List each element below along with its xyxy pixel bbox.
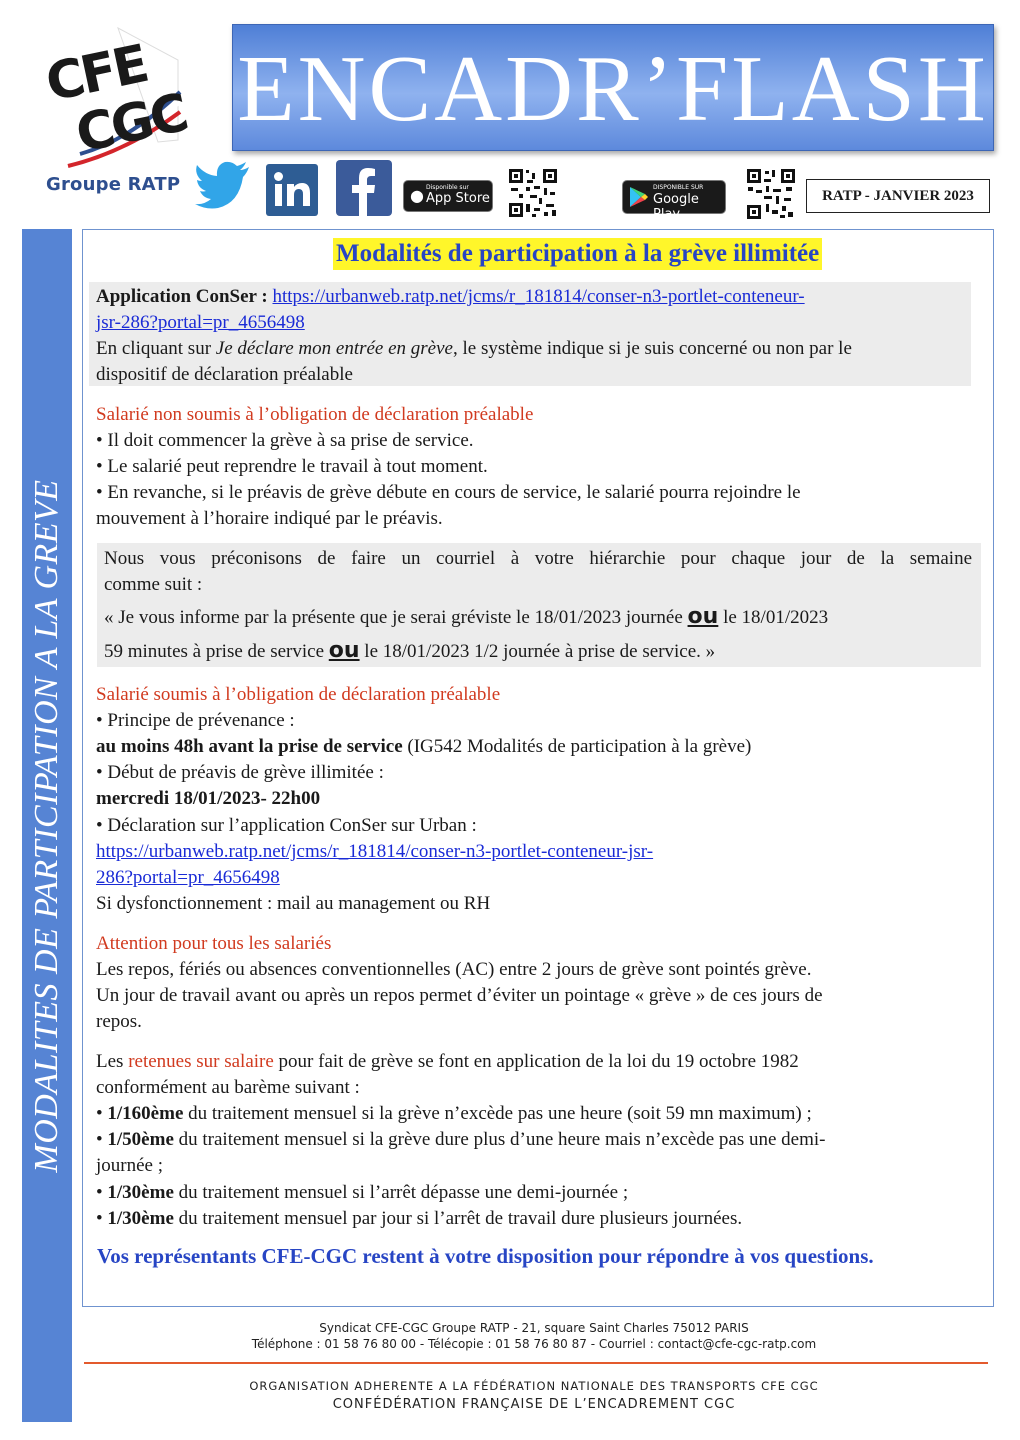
advice-ou: ou <box>687 604 719 629</box>
s3-line: repos. <box>96 1011 142 1032</box>
app-text-italic: Je déclare mon entrée en grève <box>215 338 453 359</box>
date-label: RATP - JANVIER 2023 <box>806 179 990 213</box>
s2-decl: • Déclaration sur l’application ConSer sur Urban : <box>96 815 477 836</box>
advice-line1: Nous vous préconisons de faire un courriel à votre hiérarchie pour chaque jour de la semaine <box>104 548 972 569</box>
qr-code-icon <box>746 168 796 220</box>
closing-message: Vos représentants CFE-CGC restent à votre disposition pour répondre à vos questions. <box>97 1244 874 1268</box>
section1-item: • En revanche, si le préavis de grève débute en cours de service, le salarié pourra rejoindre le <box>96 482 801 503</box>
s4-b: pour fait de grève se font en application de la loi du 19 octobre 1982 <box>273 1051 799 1072</box>
main-content-box <box>82 229 994 1307</box>
s4-line1 <box>96 1049 799 1075</box>
footer-org-line1: ORGANISATION ADHERENTE A LA FÉDÉRATION NATIONALE DES TRANSPORTS CFE CGC <box>249 1379 819 1393</box>
twitter-icon[interactable] <box>194 160 252 210</box>
qr-code-icon <box>508 168 558 218</box>
footer-address: Syndicat CFE-CGC Groupe RATP - 21, square Saint Charles 75012 PARIS <box>319 1321 749 1335</box>
google-play-icon <box>629 186 649 208</box>
section3-title: Attention pour tous les salariés <box>96 933 332 954</box>
google-play-small-text: DISPONIBLE SUR <box>653 184 704 191</box>
header-banner <box>232 24 994 151</box>
scale-fraction: 1/160ème <box>107 1103 184 1124</box>
google-play-badge[interactable] <box>622 180 726 222</box>
footer-divider <box>84 1362 988 1364</box>
advice-quote-c: 59 minutes à prise de service <box>104 641 329 662</box>
conser-link[interactable]: https://urbanweb.ratp.net/jcms/r_181814/conser-n3-portlet-conteneur- <box>272 286 805 307</box>
conser-link-cont[interactable]: jsr-286?portal=pr_4656498 <box>96 312 305 333</box>
advice-ou: ou <box>328 638 360 663</box>
scale-fraction: 1/30ème <box>107 1182 174 1203</box>
logo-text-cfe: CFE <box>40 34 152 114</box>
s3-line: Un jour de travail avant ou après un repos permet d’éviter un pointage « grève » de ces jours de <box>96 985 823 1006</box>
sidebar-label: MODALITES DE PARTICIPATION A LA GREVE <box>28 478 65 1173</box>
facebook-icon[interactable] <box>336 160 392 216</box>
section2-title: Salarié soumis à l’obligation de déclaration préalable <box>96 684 501 705</box>
app-info-line1 <box>96 284 805 310</box>
linkedin-icon[interactable] <box>266 164 318 216</box>
app-info-line2 <box>96 310 305 336</box>
s2-principle: • Principe de prévenance : <box>96 710 295 731</box>
s2-ref: (IG542 Modalités de participation à la grève) <box>402 736 752 757</box>
scale-fraction: 1/50ème <box>107 1129 174 1150</box>
advice-quote-line2 <box>104 636 715 667</box>
s2-start-date: mercredi 18/01/2023- 22h00 <box>96 788 321 809</box>
advice-quote-a: « Je vous informe par la présente que je serai gréviste le 18/01/2023 journée <box>104 607 688 628</box>
google-play-text: Google Play <box>653 192 699 222</box>
s2-dysfunction: Si dysfonctionnement : mail au management ou RH <box>96 893 491 914</box>
scale-item: • 1/160ème du traitement mensuel si la grève n’excède pas une heure (soit 59 mn maximum) ; <box>96 1103 812 1124</box>
advice-quote-d: le 18/01/2023 1/2 journée à prise de service. » <box>359 641 716 662</box>
s4-red: retenues sur salaire <box>128 1051 274 1072</box>
section1-item: • Il doit commencer la grève à sa prise de service. <box>96 430 474 451</box>
scale-item: • 1/30ème du traitement mensuel par jour si l’arrêt de travail dure plusieurs journées. <box>96 1208 743 1229</box>
s4-a: Les <box>96 1051 129 1072</box>
scale-text: du traitement mensuel par jour si l’arrêt de travail dure plusieurs journées. <box>173 1208 743 1229</box>
scale-item-cont: journée ; <box>96 1155 164 1176</box>
app-store-small-text: Disponible sur <box>426 184 469 191</box>
sidebar-band <box>22 229 72 1422</box>
scale-item: • 1/30ème du traitement mensuel si l’arrêt dépasse une demi-journée ; <box>96 1182 629 1203</box>
app-label: Application ConSer : <box>96 286 273 307</box>
footer-contact: Téléphone : 01 58 76 80 00 - Télécopie : 01 58 76 80 87 - Courriel : contact@cfe-cgc-ratp.com <box>251 1337 817 1351</box>
advice-quote-b: le 18/01/2023 <box>718 607 829 628</box>
s2-start: • Début de préavis de grève illimitée : <box>96 762 384 783</box>
scale-item: • 1/50ème du traitement mensuel si la grève dure plus d’une heure mais n’excède pas une demi- <box>96 1129 826 1150</box>
logo-group-label: Groupe RATP <box>46 174 181 195</box>
logo-text-cgc: CGC <box>70 83 192 165</box>
scale-text: du traitement mensuel si l’arrêt dépasse une demi-journée ; <box>173 1182 629 1203</box>
app-text-b: , le système indique si je suis concerné ou non par le <box>452 338 852 359</box>
scale-text: du traitement mensuel si la grève dure plus d’une heure mais n’excède pas une demi- <box>173 1129 826 1150</box>
s2-conser-link-cont[interactable]: 286?portal=pr_4656498 <box>96 867 280 888</box>
app-store-text: App Store <box>426 191 490 206</box>
s4-line2: conformément au barème suivant : <box>96 1077 360 1098</box>
advice-quote-line1 <box>104 602 828 633</box>
section1-item: mouvement à l’horaire indiqué par le préavis. <box>96 508 443 529</box>
s2-bold-notice: au moins 48h avant la prise de service <box>96 736 403 757</box>
advice-line2: comme suit : <box>104 574 203 595</box>
app-text-a: En cliquant sur <box>96 338 216 359</box>
s2-conser-link[interactable]: https://urbanweb.ratp.net/jcms/r_181814/conser-n3-portlet-conteneur-jsr- <box>96 841 654 862</box>
s2-notice-line <box>96 734 751 760</box>
main-title: Modalités de participation à la grève illimitée <box>333 238 822 270</box>
app-store-badge[interactable] <box>403 180 493 212</box>
app-text-line2: dispositif de déclaration préalable <box>96 364 353 385</box>
banner-title: ENCADR’FLASH <box>237 37 989 141</box>
scale-fraction: 1/30ème <box>107 1208 174 1229</box>
s3-line: Les repos, fériés ou absences conventionnelles (AC) entre 2 jours de grève sont pointés grève. <box>96 959 812 980</box>
section1-title: Salarié non soumis à l’obligation de déclaration préalable <box>96 404 534 425</box>
scale-text: du traitement mensuel si la grève n’excède pas une heure (soit 59 mn maximum) ; <box>183 1103 812 1124</box>
app-info-line3 <box>96 336 852 362</box>
footer-org-line2: CONFÉDÉRATION FRANÇAISE DE L’ENCADREMENT CGC <box>332 1397 736 1412</box>
section1-item: • Le salarié peut reprendre le travail à tout moment. <box>96 456 488 477</box>
apple-icon: ● <box>410 186 424 205</box>
